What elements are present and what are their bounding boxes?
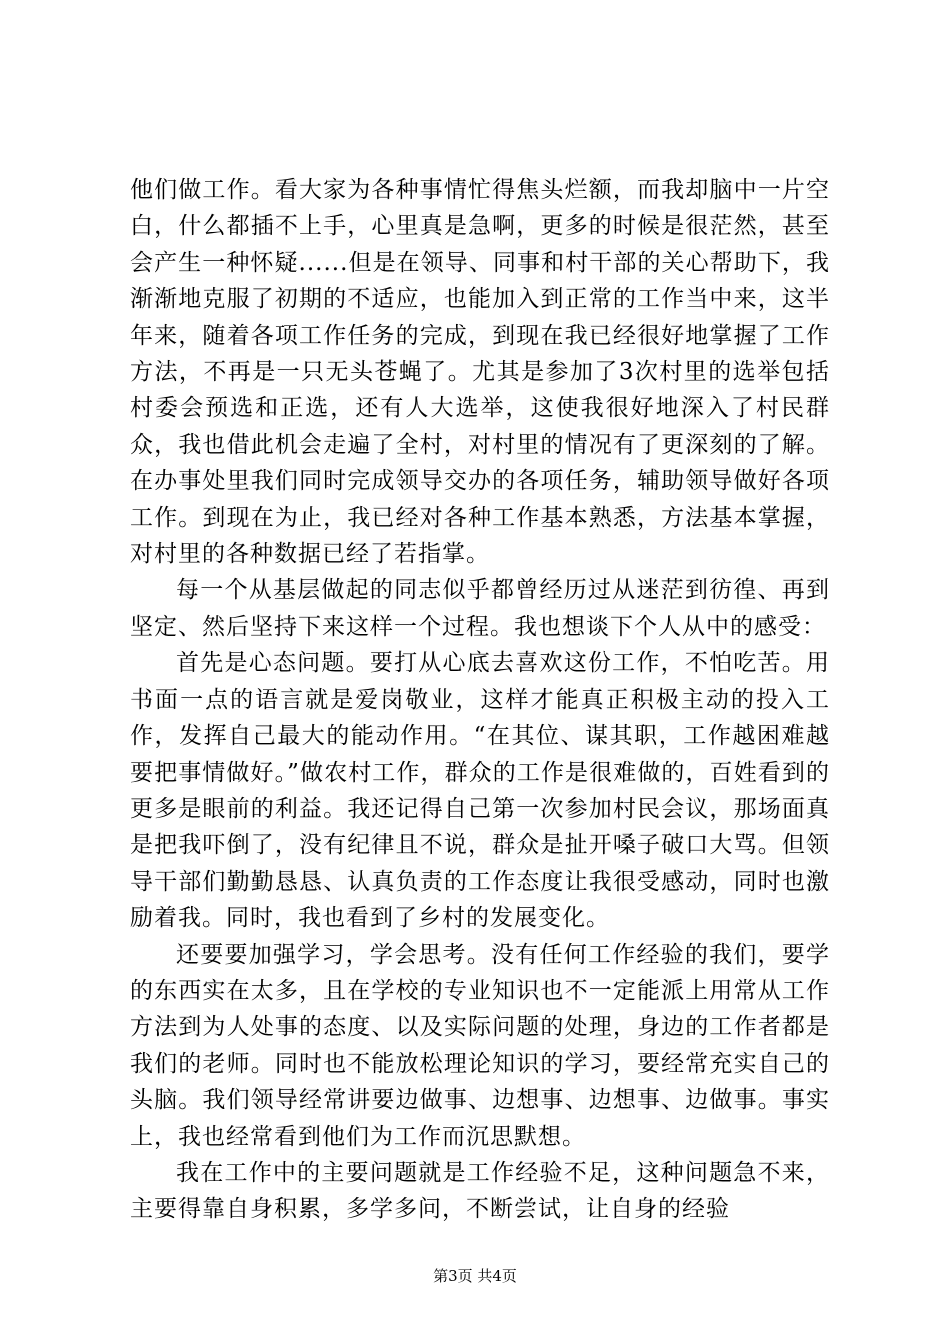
paragraph-4: 还要要加强学习，学会思考。没有任何工作经验的我们，要学的东西实在太多，且在学校的专业知识也不一定能派上用常从工作方法到为人处事的态度、以及实际问题的处理，身边的工作者都是我们的老师。同时也不能放松理论知识的学习，要经常充实自己的头脑。我们领导经常讲要边做事、边想事、边想事、边做事。事实上，我也经常看到他们为工作而沉思默想。 xyxy=(130,941,830,1150)
paragraph-5: 我在工作中的主要问题就是工作经验不足，这种问题急不来，主要得靠自身积累，多学多问，不断尝试，让自身的经验 xyxy=(130,1159,830,1223)
document-body xyxy=(130,172,830,1228)
page-number-footer: 第3页 共4页 xyxy=(433,1267,517,1285)
paragraph-3: 首先是心态问题。要打从心底去喜欢这份工作，不怕吃苦。用书面一点的语言就是爱岗敬业，这样才能真正积极主动的投入工作，发挥自己最大的能动作用。“在其位、谋其职，工作越困难越要把事情做好。”做农村工作，群众的工作是很难做的，百姓看到的更多是眼前的利益。我还记得自己第一次参加村民会议，那场面真是把我吓倒了，没有纪律且不说，群众是扯开嗓子破口大骂。但领导干部们勤勤恳恳、认真负责的工作态度让我很受感动，同时也激励着我。同时，我也看到了乡村的发展变化。 xyxy=(130,650,830,932)
paragraph-1: 他们做工作。看大家为各种事情忙得焦头烂额，而我却脑中一片空白，什么都插不上手，心里真是急啊，更多的时候是很茫然，甚至会产生一种怀疑......但是在领导、同事和村干部的关心帮助下，我渐渐地克服了初期的不适应，也能加入到正常的工作当中来，这半年来，随着各项工作任务的完成，到现在我已经很好地掌握了工作方法，不再是一只无头苍蝇了。尤其是参加了3次村里的选举包括村委会预选和正选，还有人大选举，这使我很好地深入了村民群众，我也借此机会走遍了全村，对村里的情况有了更深刻的了解。在办事处里我们同时完成领导交办的各项任务，辅助领导做好各项工作。到现在为止，我已经对各种工作基本熟悉，方法基本掌握，对村里的各种数据已经了若指掌。 xyxy=(130,177,830,568)
paragraph-2: 每一个从基层做起的同志似乎都曾经历过从迷茫到彷徨、再到坚定、然后坚持下来这样一个过程。我也想谈下个人从中的感受： xyxy=(130,577,830,640)
